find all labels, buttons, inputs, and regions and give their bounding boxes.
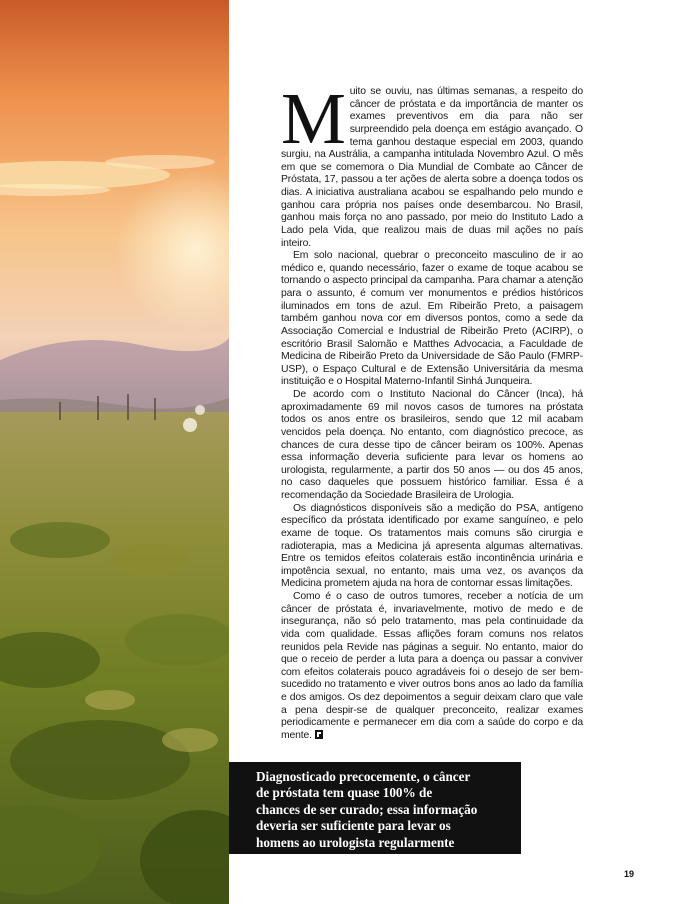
article-paragraph xyxy=(281,78,583,250)
page-number: 19 xyxy=(624,869,635,879)
paragraph-text: uito se ouviu, nas últimas semanas, a respeito do câncer de próstata e da importância de manter os exames preventivos em dia para não ser surpreendido pela doença em estágio avançado. O tema ganhou destaque especial em 2003, quando surgiu, na Austrália, a campanha intitulada Novembro Azul. O mês em que se comemora o Dia Mundial de Combate ao Câncer de Próstata, 17, passou a ter ações de alerta sobre a doença todos os dias. A iniciativa australiana acabou se espalhando pelo mundo e ganhou cara própria nos países onde desembarcou. No Brasil, ganhou mais força no ano passado, por meio do Instituto Lado a Lado pela Vida, que realizou mais de duas mil ações no país inteiro. xyxy=(281,86,583,249)
pull-quote xyxy=(229,762,521,854)
pull-quote-line: de próstata tem quase 100% de xyxy=(256,785,433,801)
article-paragraph: De acordo com o Instituto Nacional do Câncer (Inca), há aproximadamente 69 mil novos casos de tumores na próstata todos os anos entre os brasileiros, sendo que 12 mil acabam vencidos pela doença. No entanto, com diagnóstico precoce, as chances de cura desse tipo de câncer beiram os 100%. Apenas essa informação deveria suficiente para levar os homens ao urologista, regularmente, a partir dos 50 anos — ou dos 45 anos, no caso daqueles que possuem histórico familiar. Essa é a recomendação da Sociedade Brasileira de Urologia. xyxy=(281,389,583,501)
end-of-article-icon xyxy=(315,730,323,739)
pull-quote-line: deveria ser suficiente para levar os xyxy=(256,818,451,834)
article-body xyxy=(281,78,583,743)
paragraph-text: Como é o caso de outros tumores, receber a notícia de um câncer de próstata é, invariavelmente, motivo de medo e de insegurança, não só pelo tratamento, mas pela continuidade da vida com qualidade. Essas aflições foram comuns nos relatos reunidos pela Revide nas páginas a seguir. No entanto, maior do que o receio de perder a luta para a doença ou passar a conviver com efeitos colaterais pouco agradáveis foi o desejo de ser bem-sucedido no tratamento e viver outros bons anos ao lado da família e dos amigos. Os dez depoimentos a seguir deixam claro que vale a pena despir-se de qualquer preconceito, realizar exames periodicamente e permanecer em dia com a saúde do corpo e da mente. xyxy=(281,591,583,741)
article-paragraph: Em solo nacional, quebrar o preconceito masculino de ir ao médico e, quando necessário, fazer o exame de toque acabou se tornando o aspecto principal da campanha. Para chamar a atenção para o assunto, é comum ver monumentos e prédios históricos iluminados em tons de azul. Em Ribeirão Preto, a paisagem também ganhou nova cor em diversos pontos, como a sede da Associação Comercial e Industrial de Ribeirão Preto (ACIRP), o escritório Brasil Salomão e Matthes Advocacia, a Faculdade de Medicina de Ribeirão Preto da Universidade de São Paulo (FMRP-USP), o Espaço Cultural e de Extensão Universitária da mesma instituição e o Hospital Materno-Infantil Sinhá Junqueira. xyxy=(281,250,583,388)
pull-quote-line: Diagnosticado precocemente, o câncer xyxy=(256,769,471,784)
sunset-field-photo xyxy=(0,0,229,904)
drop-cap: M xyxy=(281,78,346,159)
article-paragraph xyxy=(281,591,583,743)
article-paragraph: Os diagnósticos disponíveis são a medição do PSA, antígeno específico da próstata identificado por exame sanguíneo, e pelo exame de toque. Os tratamentos mais comuns são cirurgia e radioterapia, mas a Medicina já apresenta algumas alternativas. Entre os temidos efeitos colaterais estão incontinência urinária e impotência sexual, no entanto, mais uma vez, os avanços da Medicina prometem ajuda na hora de contornar essas limitações. xyxy=(281,502,583,590)
pull-quote-line: chances de ser curado; essa informação xyxy=(256,801,478,817)
pull-quote-line: homens ao urologista regularmente xyxy=(256,834,455,850)
